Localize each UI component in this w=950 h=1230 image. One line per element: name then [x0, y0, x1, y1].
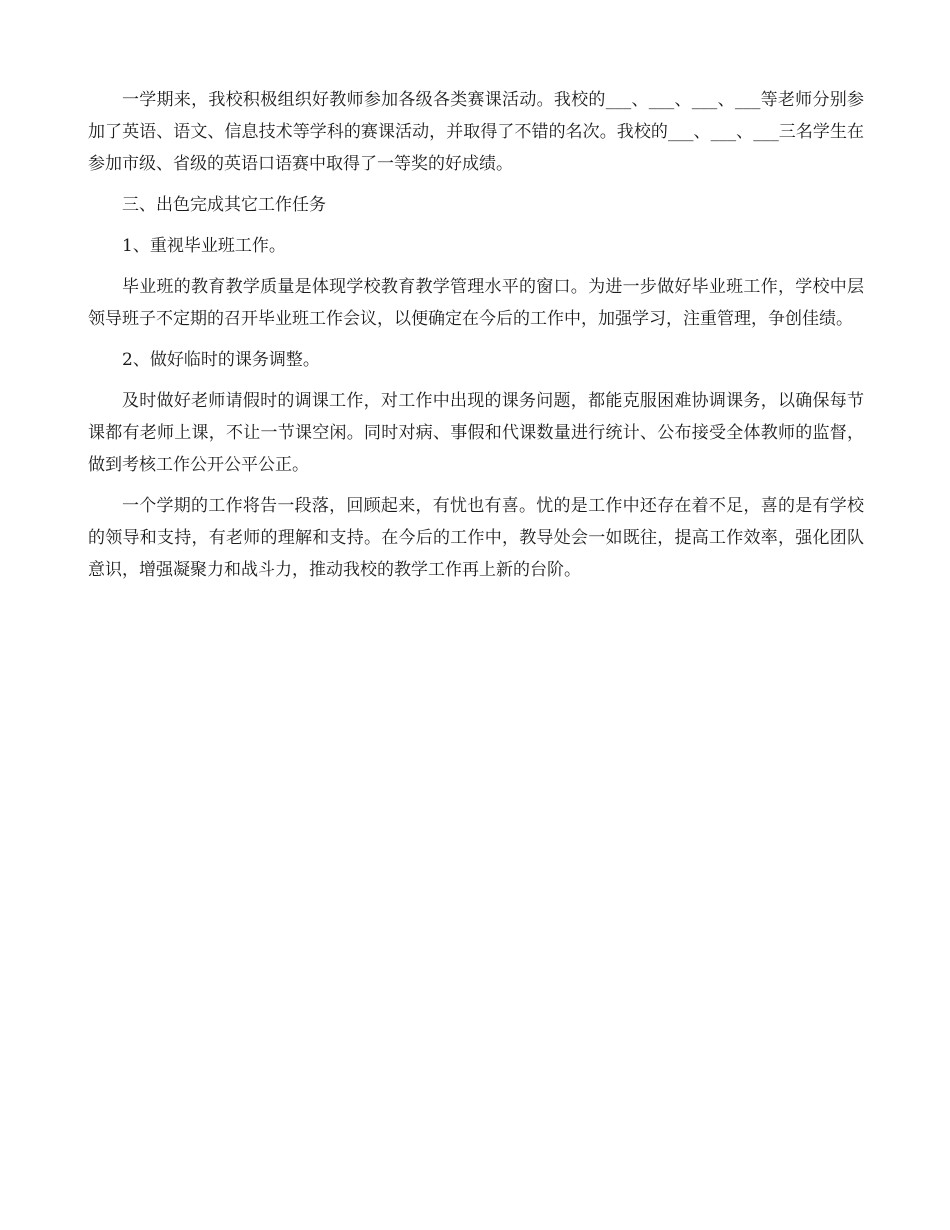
paragraph-conclusion: 一个学期的工作将告一段落，回顾起来，有忧也有喜。忧的是工作中还存在着不足，喜的是有学校的领导和支持，有老师的理解和支持。在今后的工作中，教导处会一如既往，提高工作效率，强化团队意识，增强凝聚力和战斗力，推动我校的教学工作再上新的台阶。 — [88, 496, 864, 580]
subheading-schedule-adjustment: 2、做好临时的课务调整。 — [122, 350, 320, 370]
subheading-graduating-class: 1、重视毕业班工作。 — [122, 236, 286, 256]
paragraph-schedule-adjustment: 及时做好老师请假时的调课工作，对工作中出现的课务问题，都能克服困难协调课务，以确保每节课都有老师上课，不让一节课空闲。同时对病、事假和代课数量进行统计、公布接受全体教师的监督，做到考核工作公开公平公正。 — [88, 391, 864, 475]
paragraph-graduating-class: 毕业班的教育教学质量是体现学校教育教学管理水平的窗口。为进一步做好毕业班工作，学校中层领导班子不定期的召开毕业班工作会议，以便确定在今后的工作中，加强学习，注重管理，争创佳绩。 — [88, 277, 864, 329]
paragraph-competitions: 一学期来，我校积极组织好教师参加各级各类赛课活动。我校的___、___、___、___等老师分别参加了英语、语文、信息技术等学科的赛课活动，并取得了不错的名次。我校的___、___、___三名学生在参加市级、省级的英语口语赛中取得了一等奖的好成绩。 — [88, 90, 864, 174]
section-heading-other-tasks: 三、出色完成其它工作任务 — [122, 195, 326, 215]
document-page — [88, 84, 864, 595]
